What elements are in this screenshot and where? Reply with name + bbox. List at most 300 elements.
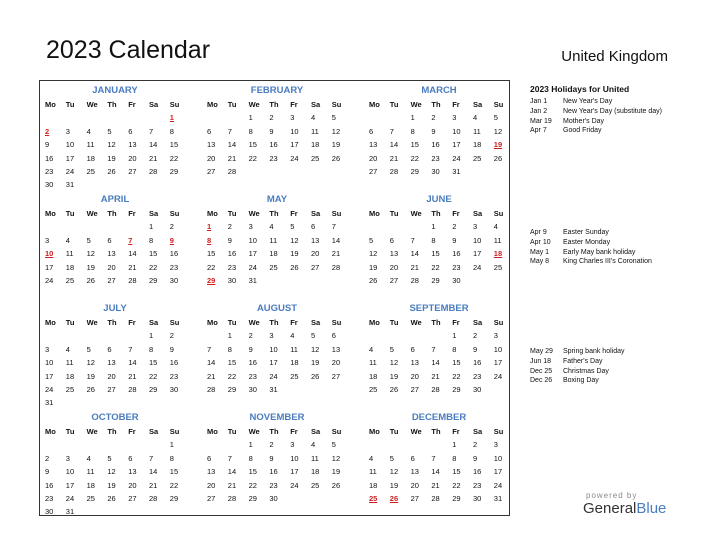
week-row — [205, 234, 353, 247]
empty-cell — [309, 383, 330, 396]
day-cell: 11 — [65, 358, 74, 368]
week-row — [367, 152, 515, 165]
day-cell: 21 — [128, 371, 137, 381]
holiday-list — [530, 347, 680, 386]
day-cell: 8 — [248, 453, 253, 463]
day-cell: 12 — [86, 358, 95, 368]
day-cell: 26 — [107, 166, 116, 176]
month-name: MAY — [266, 194, 288, 205]
day-cell: 25 — [369, 384, 378, 394]
weekday-label: Tu — [227, 100, 237, 109]
day-cell: 9 — [169, 235, 174, 245]
day-cell: 9 — [269, 453, 274, 463]
empty-cell — [85, 329, 106, 342]
weekday-label: Su — [169, 427, 180, 436]
week-row — [205, 165, 353, 178]
day-cell: 12 — [310, 344, 320, 354]
week-row — [367, 370, 515, 383]
day-cell: 18 — [86, 153, 95, 163]
day-cell: 2 — [169, 222, 174, 232]
month-name: FEBRUARY — [250, 85, 304, 96]
day-cell: 10 — [493, 453, 503, 463]
day-cell: 18 — [493, 249, 503, 259]
weekday-label: Tu — [389, 100, 399, 109]
empty-cell — [85, 111, 106, 124]
day-cell: 22 — [431, 262, 440, 272]
day-cell: 18 — [290, 358, 299, 368]
day-cell: 17 — [45, 262, 54, 272]
day-cell: 13 — [207, 140, 216, 150]
day-cell: 16 — [45, 153, 54, 163]
weekday-label: Sa — [310, 318, 321, 327]
weekday-label: We — [86, 318, 98, 327]
day-cell: 15 — [248, 467, 257, 477]
day-cell: 30 — [169, 275, 179, 285]
day-cell: 12 — [369, 249, 378, 259]
empty-cell — [105, 178, 126, 191]
holiday-name: Spring bank holiday — [563, 348, 625, 355]
week-row — [43, 329, 191, 342]
weekday-label: We — [86, 100, 98, 109]
day-cell: 25 — [310, 153, 320, 163]
weekday-label: We — [248, 427, 260, 436]
weekday-label: Th — [431, 100, 441, 109]
day-cell: 7 — [331, 222, 336, 232]
week-row — [367, 465, 515, 478]
weekday-label: Mo — [369, 209, 380, 218]
month-april — [43, 193, 191, 287]
empty-cell — [267, 165, 288, 178]
day-cell: 24 — [65, 493, 75, 503]
day-cell: 26 — [493, 153, 503, 163]
day-cell: 6 — [207, 126, 212, 136]
weekday-label: Mo — [369, 427, 380, 436]
day-cell: 27 — [107, 275, 116, 285]
day-cell: 2 — [472, 331, 478, 341]
day-cell: 30 — [248, 384, 257, 394]
day-cell: 19 — [290, 249, 299, 259]
day-cell: 26 — [86, 384, 95, 394]
weekday-header — [205, 316, 353, 329]
week-row — [43, 383, 191, 396]
day-cell: 30 — [227, 275, 237, 285]
day-cell: 12 — [107, 140, 116, 150]
day-cell: 28 — [431, 493, 440, 503]
day-cell: 14 — [148, 467, 158, 477]
week-row — [43, 505, 191, 518]
day-cell: 14 — [331, 235, 341, 245]
empty-cell — [309, 165, 330, 178]
week-row — [43, 370, 191, 383]
empty-cell — [126, 111, 147, 124]
weekday-label: Mo — [45, 100, 56, 109]
day-cell: 4 — [310, 440, 316, 450]
week-row — [205, 370, 353, 383]
day-cell: 5 — [331, 440, 336, 450]
day-cell: 24 — [248, 262, 257, 272]
day-cell: 1 — [207, 222, 212, 232]
weekday-label: We — [410, 100, 422, 109]
weekday-label: Mo — [207, 100, 218, 109]
holiday-item — [530, 357, 680, 367]
empty-cell — [309, 492, 330, 505]
day-cell: 27 — [410, 384, 419, 394]
holiday-item — [530, 376, 680, 386]
empty-cell — [330, 383, 351, 396]
weekday-label: Fr — [452, 427, 460, 436]
weekday-label: Tu — [65, 209, 75, 218]
day-cell: 9 — [269, 126, 274, 136]
empty-cell — [105, 505, 126, 518]
day-cell: 4 — [369, 344, 374, 354]
holiday-date: Dec 25 — [530, 367, 553, 375]
day-cell: 8 — [169, 126, 174, 136]
day-cell: 28 — [389, 166, 399, 176]
weekday-label: Fr — [128, 100, 136, 109]
day-cell: 14 — [128, 249, 137, 259]
holiday-name: Easter Sunday — [563, 229, 609, 236]
day-cell: 21 — [148, 153, 158, 163]
day-cell: 18 — [65, 371, 75, 381]
week-row — [367, 138, 515, 151]
weekday-label: Sa — [310, 100, 321, 109]
empty-cell — [105, 438, 126, 451]
day-cell: 1 — [169, 113, 174, 123]
day-cell: 7 — [389, 126, 394, 136]
month-december — [367, 411, 515, 505]
week-row — [205, 492, 353, 505]
day-cell: 9 — [452, 235, 457, 245]
day-cell: 25 — [86, 493, 95, 503]
weekday-label: We — [248, 100, 260, 109]
day-cell: 11 — [310, 126, 319, 136]
day-cell: 27 — [369, 166, 378, 176]
day-cell: 29 — [452, 493, 461, 503]
day-cell: 14 — [389, 140, 399, 150]
weekday-label: Tu — [65, 427, 75, 436]
day-cell: 29 — [227, 384, 237, 394]
day-cell: 25 — [269, 262, 278, 272]
day-cell: 30 — [45, 507, 54, 517]
day-cell: 9 — [431, 126, 436, 136]
day-cell: 25 — [86, 166, 95, 176]
week-row — [43, 479, 191, 492]
weekday-header — [43, 98, 191, 111]
day-cell: 18 — [86, 480, 95, 490]
day-cell: 3 — [493, 440, 498, 450]
page-title: 2023 Calendar — [46, 36, 211, 64]
day-cell: 6 — [389, 235, 394, 245]
week-row — [43, 492, 191, 505]
day-cell: 21 — [227, 480, 237, 490]
weekday-label: Su — [331, 318, 342, 327]
weekday-label: Mo — [369, 100, 380, 109]
day-cell: 5 — [107, 126, 112, 136]
empty-cell — [168, 178, 189, 191]
week-row — [367, 329, 515, 342]
day-cell: 29 — [148, 384, 158, 394]
day-cell: 1 — [452, 440, 457, 450]
empty-cell — [409, 220, 430, 233]
day-cell: 26 — [290, 262, 299, 272]
day-cell: 6 — [369, 126, 374, 136]
holiday-item — [530, 107, 680, 117]
empty-cell — [288, 383, 309, 396]
weekday-header — [367, 316, 515, 329]
weekday-label: We — [410, 209, 422, 218]
day-cell: 18 — [269, 249, 278, 259]
day-cell: 21 — [431, 480, 440, 490]
day-cell: 17 — [65, 153, 75, 163]
day-cell: 29 — [169, 166, 179, 176]
day-cell: 3 — [45, 235, 50, 245]
day-cell: 4 — [310, 113, 316, 123]
holiday-name: Father's Day — [563, 357, 603, 365]
weekday-label: Fr — [290, 427, 298, 436]
day-cell: 14 — [431, 358, 440, 368]
day-cell: 26 — [107, 493, 116, 503]
empty-cell — [64, 220, 85, 233]
empty-cell — [267, 274, 288, 287]
day-cell: 10 — [45, 249, 54, 259]
day-cell: 31 — [65, 180, 75, 190]
day-cell: 19 — [389, 480, 399, 490]
day-cell: 14 — [128, 358, 137, 368]
weekday-header — [43, 425, 191, 438]
empty-cell — [126, 396, 147, 409]
empty-cell — [409, 329, 430, 342]
day-cell: 20 — [410, 371, 419, 381]
weekday-label: Sa — [148, 427, 159, 436]
day-cell: 6 — [331, 331, 336, 341]
day-cell: 2 — [227, 222, 232, 232]
empty-cell — [85, 178, 106, 191]
empty-cell — [471, 165, 492, 178]
day-cell: 27 — [207, 166, 216, 176]
weekday-label: Sa — [472, 100, 483, 109]
day-cell: 16 — [269, 467, 278, 477]
week-row — [367, 165, 515, 178]
day-cell: 1 — [227, 331, 232, 341]
weekday-label: Th — [431, 318, 441, 327]
day-cell: 14 — [410, 249, 419, 259]
generalblue-logo[interactable] — [583, 500, 666, 517]
day-cell: 19 — [389, 371, 399, 381]
empty-cell — [288, 274, 309, 287]
day-cell: 29 — [248, 493, 257, 503]
day-cell: 6 — [128, 453, 133, 463]
day-cell: 29 — [148, 275, 158, 285]
day-cell: 28 — [148, 493, 158, 503]
weekday-header — [367, 425, 515, 438]
day-cell: 8 — [452, 453, 457, 463]
day-cell: 15 — [431, 249, 440, 259]
day-cell: 15 — [248, 140, 257, 150]
day-cell: 4 — [86, 126, 91, 136]
holiday-date: Apr 9 — [530, 229, 547, 236]
day-cell: 23 — [431, 153, 440, 163]
day-cell: 2 — [472, 440, 478, 450]
day-cell: 11 — [310, 453, 319, 463]
day-cell: 11 — [493, 235, 502, 245]
week-row — [367, 234, 515, 247]
weekday-label: Th — [269, 100, 279, 109]
day-cell: 24 — [290, 480, 299, 490]
day-cell: 5 — [331, 113, 336, 123]
day-cell: 31 — [45, 398, 54, 408]
day-cell: 10 — [65, 140, 75, 150]
day-cell: 30 — [431, 166, 440, 176]
day-cell: 8 — [169, 453, 174, 463]
empty-cell — [85, 505, 106, 518]
day-cell: 12 — [389, 358, 399, 368]
day-cell: 11 — [472, 126, 481, 136]
weekday-label: Sa — [148, 318, 159, 327]
weekday-label: Th — [107, 100, 117, 109]
month-november — [205, 411, 353, 505]
weekday-label: Sa — [148, 100, 159, 109]
empty-cell — [409, 438, 430, 451]
day-cell: 19 — [107, 480, 116, 490]
day-cell: 29 — [410, 166, 419, 176]
weekday-label: Su — [331, 427, 342, 436]
empty-cell — [288, 492, 309, 505]
day-cell: 15 — [169, 140, 179, 150]
day-cell: 1 — [431, 222, 436, 232]
day-cell: 7 — [148, 126, 154, 136]
day-cell: 29 — [431, 275, 440, 285]
day-cell: 19 — [493, 140, 503, 150]
week-row — [205, 152, 353, 165]
day-cell: 27 — [389, 275, 399, 285]
day-cell: 21 — [207, 371, 216, 381]
day-cell: 22 — [207, 262, 216, 272]
day-cell: 5 — [310, 331, 316, 341]
weekday-label: Tu — [389, 427, 399, 436]
week-row — [367, 220, 515, 233]
day-cell: 3 — [290, 113, 295, 123]
day-cell: 4 — [472, 113, 478, 123]
holiday-item — [530, 257, 680, 267]
empty-cell — [147, 111, 168, 124]
week-row — [43, 178, 191, 191]
day-cell: 21 — [410, 262, 419, 272]
holiday-name: Boxing Day — [563, 377, 599, 385]
month-may — [205, 193, 353, 287]
empty-cell — [147, 178, 168, 191]
weekday-header — [367, 98, 515, 111]
day-cell: 30 — [472, 493, 482, 503]
month-name: NOVEMBER — [249, 412, 305, 423]
empty-cell — [367, 438, 388, 451]
empty-cell — [105, 220, 126, 233]
day-cell: 3 — [493, 331, 498, 341]
day-cell: 11 — [290, 344, 298, 354]
day-cell: 13 — [410, 467, 419, 477]
day-cell: 17 — [248, 249, 257, 259]
empty-cell — [388, 111, 409, 124]
day-cell: 19 — [86, 371, 95, 381]
day-cell: 28 — [410, 275, 419, 285]
empty-cell — [492, 165, 513, 178]
day-cell: 23 — [45, 493, 54, 503]
day-cell: 8 — [410, 126, 415, 136]
day-cell: 16 — [452, 249, 461, 259]
week-row — [43, 165, 191, 178]
weekday-label: Th — [269, 318, 279, 327]
holiday-date: Mar 19 — [530, 117, 552, 125]
day-cell: 19 — [331, 467, 341, 477]
day-cell: 28 — [431, 384, 440, 394]
empty-cell — [126, 178, 147, 191]
powered-by-text: powered by — [586, 491, 638, 500]
weekday-label: Su — [493, 318, 504, 327]
day-cell: 16 — [269, 140, 278, 150]
day-cell: 13 — [128, 467, 137, 477]
day-cell: 3 — [290, 440, 295, 450]
day-cell: 17 — [493, 467, 503, 477]
day-cell: 3 — [269, 331, 274, 341]
weekday-label: Tu — [227, 427, 237, 436]
weekday-label: Su — [493, 209, 504, 218]
holiday-item — [530, 248, 680, 258]
empty-cell — [126, 329, 147, 342]
day-cell: 25 — [472, 153, 482, 163]
day-cell: 4 — [86, 453, 91, 463]
weekday-label: Mo — [369, 318, 380, 327]
day-cell: 29 — [452, 384, 461, 394]
day-cell: 15 — [452, 467, 461, 477]
weekday-header — [43, 316, 191, 329]
day-cell: 12 — [86, 249, 95, 259]
week-row — [367, 452, 515, 465]
day-cell: 26 — [310, 371, 320, 381]
day-cell: 2 — [45, 453, 50, 463]
day-cell: 20 — [410, 480, 419, 490]
holiday-date: Apr 7 — [530, 127, 547, 135]
weekday-label: Tu — [65, 318, 75, 327]
empty-cell — [367, 220, 388, 233]
day-cell: 21 — [389, 153, 399, 163]
day-cell: 22 — [452, 371, 461, 381]
month-september — [367, 302, 515, 396]
week-row — [367, 383, 515, 396]
day-cell: 5 — [369, 235, 374, 245]
weekday-header — [205, 207, 353, 220]
day-cell: 23 — [269, 153, 278, 163]
holiday-item — [530, 347, 680, 357]
week-row — [205, 343, 353, 356]
week-row — [205, 125, 353, 138]
empty-cell — [367, 329, 388, 342]
day-cell: 6 — [410, 344, 415, 354]
holiday-item — [530, 97, 680, 107]
holiday-list — [530, 97, 680, 136]
day-cell: 28 — [227, 166, 237, 176]
week-row — [367, 438, 515, 451]
day-cell: 27 — [207, 493, 216, 503]
empty-cell — [168, 505, 189, 518]
empty-cell — [147, 438, 168, 451]
week-row — [43, 396, 191, 409]
weekday-label: We — [248, 318, 260, 327]
day-cell: 15 — [148, 249, 158, 259]
day-cell: 12 — [107, 467, 116, 477]
weekday-label: Fr — [452, 318, 460, 327]
day-cell: 17 — [290, 467, 299, 477]
weekday-label: Tu — [227, 209, 237, 218]
holiday-date: Jan 2 — [530, 107, 548, 115]
